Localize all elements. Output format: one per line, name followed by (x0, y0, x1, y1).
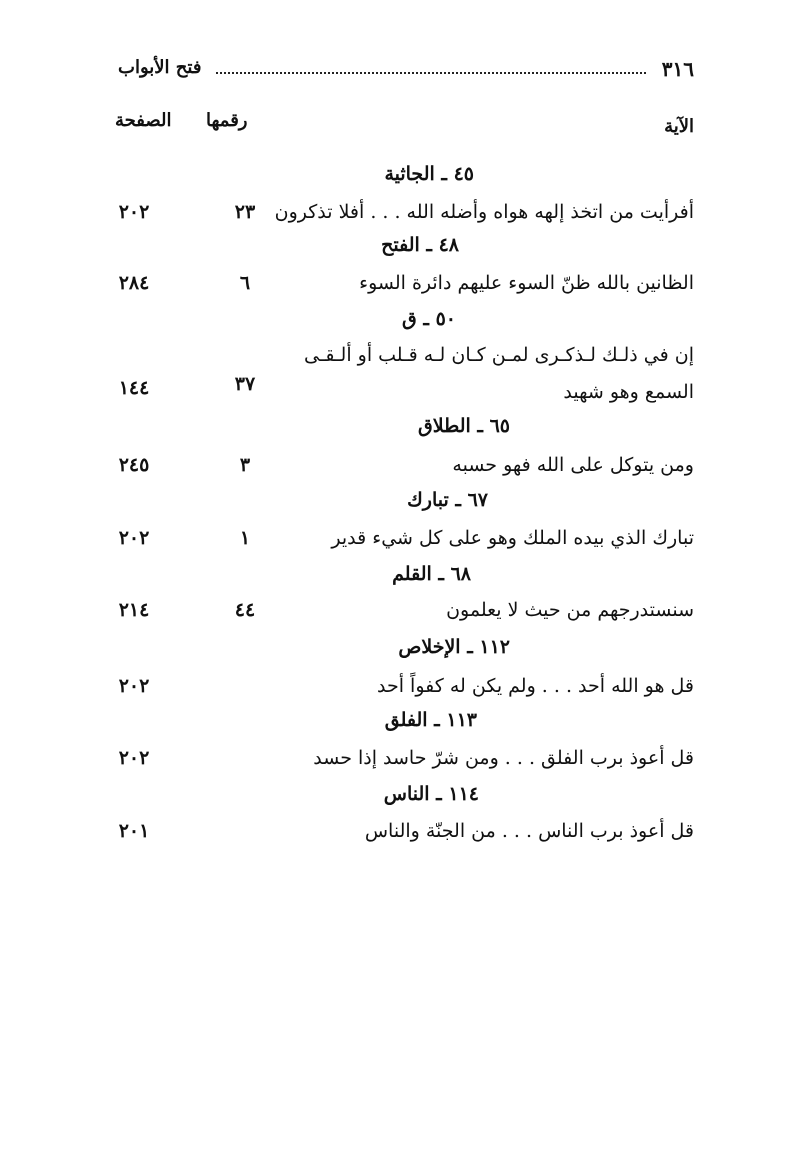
aya-number: ١ (239, 527, 251, 549)
aya-text: أفرأيت من اتخذ إلهه هواه وأضله الله . . . أفلا تذكرون (274, 201, 694, 223)
surah-heading: ٦٥ ـ الطلاق (418, 415, 510, 437)
header-leader-dots (216, 71, 646, 74)
aya-number: ٣٧ (234, 373, 256, 395)
page-ref: ١٤٤ (118, 377, 150, 399)
page-ref: ٢٨٤ (118, 272, 150, 294)
column-heading-number: رقمها (206, 110, 248, 131)
aya-text: سنستدرجهم من حيث لا يعلمون (446, 599, 694, 621)
surah-heading: ١١٣ ـ الفلق (384, 709, 477, 731)
aya-number: ٦ (239, 272, 251, 294)
aya-text: الظانين بالله ظنّ السوء عليهم دائرة السوء (359, 272, 694, 294)
page-number: ٣١٦ (661, 57, 694, 81)
aya-text: قل هو الله أحد . . . ولم يكن له كفواً أحد (377, 675, 694, 697)
aya-text: قل أعوذ برب الناس . . . من الجنّة والناس (364, 820, 694, 842)
page-ref: ٢٠١ (118, 820, 150, 842)
aya-text-line-2: السمع وهو شهيد (563, 381, 694, 403)
aya-number: ٢٣ (234, 201, 256, 223)
aya-text: قل أعوذ برب الفلق . . . ومن شرّ حاسد إذا حسد (313, 747, 694, 769)
aya-text-line-1: إن في ذلـك لـذكـرى لمـن كـان لـه قـلب أو ألـقـى (303, 344, 694, 366)
page-ref: ٢٠٢ (118, 747, 150, 769)
surah-heading: ٥٠ ـ ق (402, 308, 456, 330)
surah-heading: ٤٥ ـ الجاثية (384, 163, 474, 185)
surah-heading: ٤٨ ـ الفتح (381, 234, 459, 256)
page-ref: ٢٠٢ (118, 675, 150, 697)
surah-heading: ٦٧ ـ تبارك (407, 489, 488, 511)
surah-heading: ١١٤ ـ الناس (383, 783, 479, 805)
aya-text: تبارك الذي بيده الملك وهو على كل شيء قدير (331, 527, 694, 549)
surah-heading: ٦٨ ـ القلم (392, 563, 471, 585)
page-ref: ٢٠٢ (118, 201, 150, 223)
aya-number: ٤٤ (234, 599, 256, 621)
running-title: فتح الأبواب (118, 57, 202, 78)
aya-text: ومن يتوكل على الله فهو حسبه (452, 454, 694, 476)
column-heading-page: الصفحة (115, 110, 172, 131)
surah-heading: ١١٢ ـ الإخلاص (398, 636, 510, 658)
page-ref: ٢٠٢ (118, 527, 150, 549)
column-heading-aya: الآية (664, 116, 694, 137)
page-ref: ٢٤٥ (118, 454, 150, 476)
page-ref: ٢١٤ (118, 599, 150, 621)
aya-number: ٣ (239, 454, 251, 476)
